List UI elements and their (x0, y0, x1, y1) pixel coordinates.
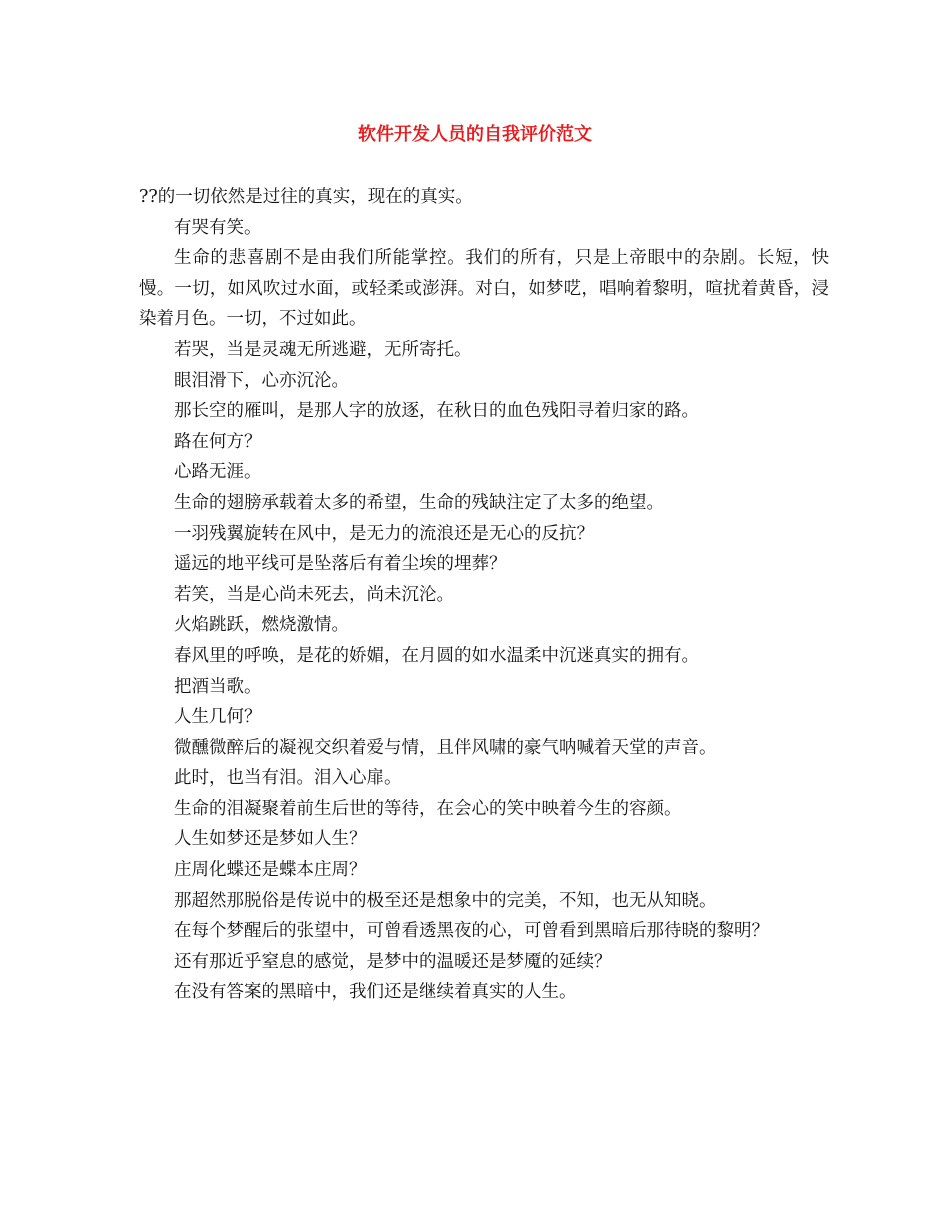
paragraph: 那超然那脱俗是传说中的极至还是想象中的完美，不知，也无从知晓。 (174, 890, 717, 911)
paragraph: 把酒当歌。 (174, 676, 262, 697)
paragraph: 春风里的呼唤，是花的娇媚，在月圆的如水温柔中沉迷真实的拥有。 (174, 645, 699, 666)
paragraph: 生命的翅膀承载着太多的希望，生命的残缺注定了太多的绝望。 (174, 492, 664, 513)
paragraph: 人生如梦还是梦如人生？ (174, 829, 367, 850)
paragraph: 微醺微醉后的凝视交织着爱与情，且伴风啸的豪气呐喊着天堂的声音。 (174, 737, 717, 758)
paragraph: 心路无涯。 (174, 462, 262, 483)
paragraph: 一羽残翼旋转在风中，是无力的流浪还是无心的反抗？ (174, 523, 594, 544)
paragraph: 有哭有笑。 (174, 217, 262, 238)
paragraph: 在每个梦醒后的张望中，可曾看透黑夜的心，可曾看到黑暗后那待晓的黎明？ (174, 921, 769, 942)
paragraph: 庄周化蝶还是蝶本庄周？ (174, 860, 367, 881)
paragraph: 火焰跳跃，燃烧激情。 (174, 615, 349, 636)
paragraph: 此时，也当有泪。泪入心扉。 (174, 768, 402, 789)
paragraph: 路在何方？ (174, 431, 262, 452)
document-body (139, 182, 829, 1008)
paragraph: 遥远的地平线可是坠落后有着尘埃的埋葬？ (174, 554, 507, 575)
paragraph: 生命的泪凝聚着前生后世的等待，在会心的笑中映着今生的容颜。 (174, 798, 682, 819)
paragraph: 眼泪滑下，心亦沉沦。 (174, 370, 349, 391)
paragraph: 生命的悲喜剧不是由我们所能掌控。我们的所有，只是上帝眼中的杂剧。长短，快慢。一切，如风吹过水面，或轻柔或澎湃。对白，如梦呓，唱响着黎明，喧扰着黄昏，浸染着月色。一切，不过如此。 (139, 248, 829, 330)
paragraph: 那长空的雁叫，是那人字的放逐，在秋日的血色残阳寻着归家的路。 (174, 401, 699, 422)
paragraph: 在没有答案的黑暗中，我们还是继续着真实的人生。 (174, 982, 577, 1003)
paragraph: 若笑，当是心尚未死去，尚未沉沦。 (174, 584, 454, 605)
paragraph: 还有那近乎窒息的感觉，是梦中的温暖还是梦魇的延续？ (174, 951, 612, 972)
paragraph: 人生几何？ (174, 707, 262, 728)
paragraph: ??的一切依然是过往的真实，现在的真实。 (139, 187, 473, 207)
paragraph: 若哭，当是灵魂无所逃避，无所寄托。 (174, 339, 472, 360)
document-title: 软件开发人员的自我评价范文 (358, 124, 592, 145)
